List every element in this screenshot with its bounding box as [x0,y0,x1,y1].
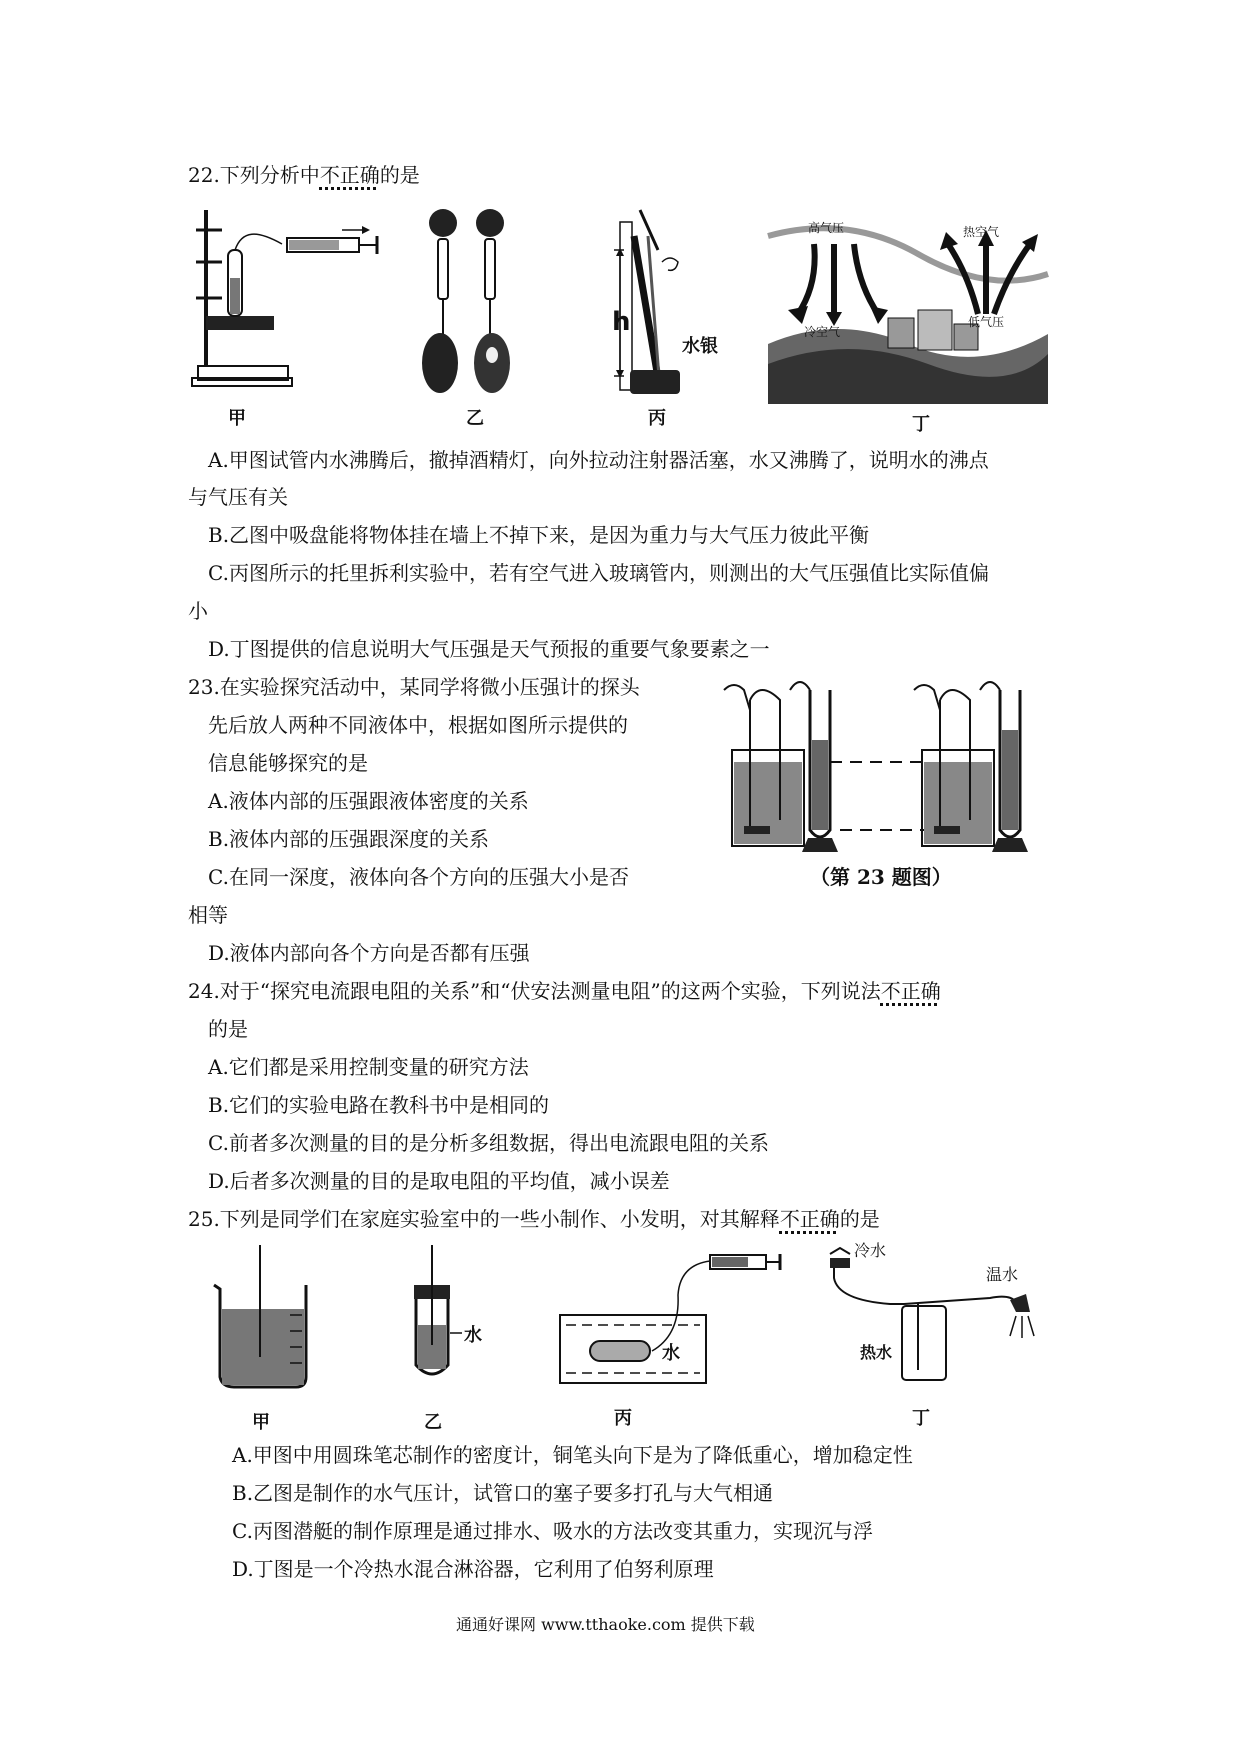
q24-option-a: A.它们都是采用控制变量的研究方法 [208,1055,529,1079]
q23-option-c-line2: 相等 [188,903,228,927]
q24-stem-line1: 24.对于“探究电流跟电阻的关系”和“伏安法测量电阻”的这两个实验，下列说法不正确 [188,979,941,1003]
q22-figure-jia [192,200,422,430]
q22-stem: 22.下列分析中不正确的是 [188,163,420,187]
q25-option-d: D.丁图是一个冷热水混合淋浴器，它利用了伯努利原理 [232,1557,714,1581]
q25-emphasis: 不正确 [779,1207,840,1231]
q22-figure-ding [768,214,1048,404]
q23-stem-line3: 信息能够探究的是 [208,751,368,775]
q24-emphasis: 不正确 [880,979,941,1003]
q22-ding-high-label: 高气压 [808,221,845,235]
q25-figure-yi [400,1245,510,1395]
q22-figure-bing-label: 丙 [648,408,666,429]
q23-option-d: D.液体内部向各个方向是否都有压强 [208,941,530,965]
q25-ding-warm-label: 温水 [986,1265,1019,1284]
q25-bing-water-label: 水 [662,1343,680,1364]
q22-emphasis: 不正确 [319,163,380,187]
q22-option-c-line2: 小 [188,599,208,623]
q22-option-c-line1: C.丙图所示的托里拆利实验中，若有空气进入玻璃管内，则测出的大气压强值比实际值偏 [208,561,989,585]
page-footer: 通通好课网 www.tthaoke.com 提供下载 [456,1615,755,1634]
q22-option-b: B.乙图中吸盘能将物体挂在墙上不掉下来，是因为重力与大气压力彼此平衡 [208,523,870,547]
q24-option-c: C.前者多次测量的目的是分析多组数据，得出电流跟电阻的关系 [208,1131,769,1155]
q23-option-a: A.液体内部的压强跟液体密度的关系 [208,789,529,813]
q25-figure-jia [210,1245,320,1395]
q22-ding-hot-label: 热空气 [963,225,1000,239]
q22-figure-ding-label: 丁 [912,414,930,435]
q23-option-b: B.液体内部的压强跟深度的关系 [208,827,490,851]
q25-ding-hot-label: 热水 [860,1343,893,1362]
q22-figure-yi-label: 乙 [466,408,484,429]
q22-ding-cold-label: 冷空气 [804,325,841,339]
q23-stem-line2: 先后放人两种不同液体中，根据如图所示提供的 [208,713,628,737]
q25-figure-yi-label: 乙 [424,1412,442,1433]
q22-figure-yi [418,205,528,405]
q23-figure [690,670,1070,855]
q25-option-b: B.乙图是制作的水气压计，试管口的塞子要多打孔与大气相通 [232,1481,774,1505]
q22-option-a-line2: 与气压有关 [188,485,288,509]
q24-stem-line2: 的是 [208,1017,248,1041]
q22-figure-jia-label: 甲 [228,408,246,429]
q23-stem-line1: 23.在实验探究活动中，某同学将微小压强计的探头 [188,675,640,699]
q23-option-c-line1: C.在同一深度，液体向各个方向的压强大小是否 [208,865,629,889]
q24-option-b: B.它们的实验电路在教科书中是相同的 [208,1093,550,1117]
q24-option-d: D.后者多次测量的目的是取电阻的平均值，减小误差 [208,1169,670,1193]
q22-bing-mercury-label: 水银 [682,336,718,357]
q25-option-a: A.甲图中用圆珠笔芯制作的密度计，铜笔头向下是为了降低重心，增加稳定性 [232,1443,913,1467]
q25-figure-ding-label: 丁 [912,1408,930,1429]
q22-option-d: D.丁图提供的信息说明大气压强是天气预报的重要气象要素之一 [208,637,770,661]
q22-option-a-line1: A.甲图试管内水沸腾后，撤掉酒精灯，向外拉动注射器活塞，水又沸腾了，说明水的沸点 [208,448,989,472]
q25-figure-bing-label: 丙 [614,1408,632,1429]
q25-stem: 25.下列是同学们在家庭实验室中的一些小制作、小发明，对其解释不正确的是 [188,1207,880,1231]
q23-figure-caption: （第 23 题图） [810,865,952,889]
q22-ding-low-label: 低气压 [968,315,1005,329]
q25-ding-cold-label: 冷水 [854,1241,887,1260]
q22-figure-bing [600,200,730,400]
q25-yi-water-label: 水 [464,1325,482,1346]
q22-bing-h-label: h [612,307,631,337]
q25-figure-bing [560,1255,800,1385]
q25-option-c: C.丙图潜艇的制作原理是通过排水、吸水的方法改变其重力，实现沉与浮 [232,1519,873,1543]
q25-figure-jia-label: 甲 [252,1412,270,1433]
q25-figure-ding [820,1240,1040,1400]
